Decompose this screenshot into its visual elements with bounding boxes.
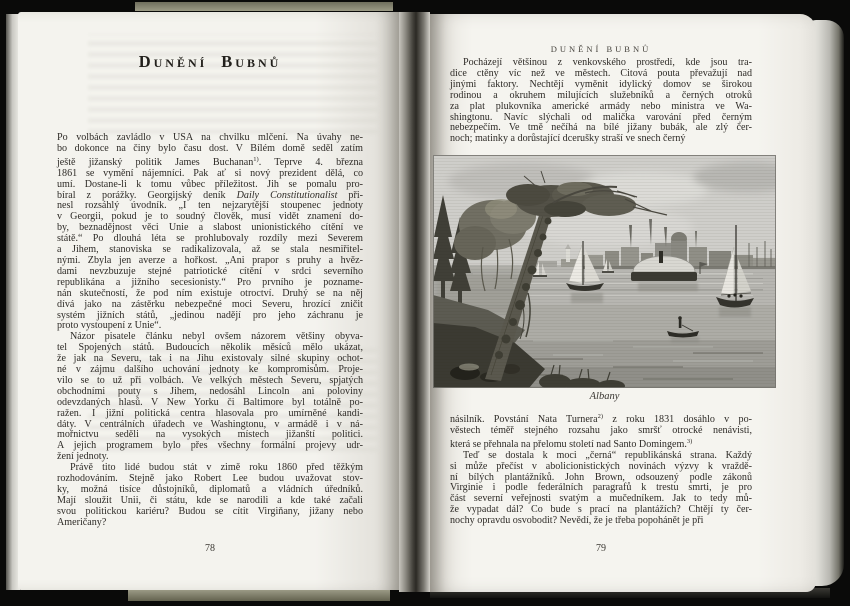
page-showthrough	[88, 34, 378, 134]
text-line: systém jižních států, „jedinou nadějí pro jeho záchranu je	[57, 309, 363, 321]
text-line: Teď se dostala k moci „černá“ republikánská strana. Každý	[463, 449, 752, 461]
text-line: že jak na Severu, tak i na Jihu existovaly silné skupiny ochot-	[57, 353, 363, 365]
text-line: jinými faktory. Nechtějí vyměnit idylický domov se širokou	[450, 78, 752, 90]
albany-engraving	[433, 155, 776, 388]
text-line: nán skutečností, že pod ním existuje otroctví. Druhý se na něj	[57, 287, 363, 299]
text-line: by, beznadějnost věci Unie a slabost unionistického cítění ve	[57, 222, 363, 234]
text-line: nesl rozsáhlý úvodník. „I ten nejzarytější stoupenec jednoty	[57, 200, 363, 212]
text-line: odevzdaných hlasů. V New Yorku či Baltimore byl totálně po-	[57, 396, 363, 408]
right-page-text-top	[450, 58, 752, 145]
text-line: Pocházejí většinou z venkovského prostředí, kde jsou tra-	[463, 57, 752, 68]
page-edges-bottom	[128, 590, 390, 601]
page-edges-top	[135, 2, 393, 11]
text-line: ky, možná tisíce důstojníků, diplomatů a vládních úředníků.	[57, 484, 363, 495]
text-line: bo dokonce na činy bylo času dost. V Bílém domě seděl zatím	[57, 142, 363, 154]
text-line: dami nevzbuzuje stejné patriotické cítění v srdci severního	[57, 265, 363, 277]
illustration-caption: Albany	[589, 391, 620, 402]
text-line: nebezpečím. Ve tmě nečíhá na bílé jižany bubák, ale zlý čer-	[450, 122, 752, 134]
text-line: 1861 se vymění nájemníci. Pak ať si nový prezident dělá, co	[57, 167, 363, 179]
text-line: dáty. V centrálních úřadech ve Washingtonu, v armádě i v ná-	[57, 418, 363, 430]
text-line: bíral z porážky. Georgijský deník Daily Constitutionalist při-	[57, 189, 363, 201]
text-line: věstech téměř stejného rozsahu jako smršť otrocké nenávisti,	[450, 424, 752, 436]
text-line: shingtonu. Navíc slýchali od malička varování před černým	[450, 111, 752, 123]
left-page-text	[57, 133, 363, 529]
text-line: Názor pisatele článku nebyl ovšem názorem většiny obyva-	[70, 331, 363, 343]
left-page	[18, 12, 399, 590]
text-line: vilo se to už při volbách. Ve velkých městech Severu, spjatých	[57, 374, 363, 386]
text-line: rodinou a okruhem milujících služebníků a černých otroků	[450, 89, 752, 101]
text-line: Po volbách zavládlo v USA na chvilku mlčení. Na úvahy ne-	[57, 132, 363, 143]
text-line: Mají sloužit Unii, či státu, kde se narodili a kde také začali	[57, 494, 363, 506]
text-line: dívá jako na zástěrku nebezpečné moci Severu, hrozící zničit	[57, 298, 363, 310]
text-line: Virginie i podle federálních paragrafů k trestu smrti, je pro	[450, 482, 752, 494]
text-line: ještě jižanský politik James Buchanan$^{1)}$. Teprve 4. března	[57, 155, 363, 168]
text-line: republikána a jižního secesionisty.“ Pro prvního je pozname-	[57, 276, 363, 288]
text-line: násilník. Povstání Nata Turnera$^{2)}$ z roku 1831 dosáhlo v po-	[450, 413, 752, 425]
text-line: A jejich programem bylo přes všechny formální projevy udr-	[57, 440, 363, 452]
text-line: rozhodováním. Stejně jako Robert Lee budou uvažovat stov-	[57, 473, 363, 485]
text-line: noch; matinky a dorůstající dcerušky straší ve snech černý	[450, 133, 686, 145]
book-spine-gutter	[399, 12, 430, 592]
text-line: a Jihem, stanoviska se radikalizovala, až se stala nesmiřitel-	[57, 244, 363, 256]
text-line: proto vystoupení z Unie“.	[57, 320, 162, 332]
text-line: za plat plukovníka americké armády nebo ministra ve Wa-	[450, 100, 752, 112]
text-line: ražen. I jižní politická centra hlasovala pro umírněné kandi-	[57, 407, 363, 419]
text-line: né v zájmu dalšího uchování jednoty ke kompromisům. Proje-	[57, 364, 363, 376]
text-line: státě.“ Po dlouhá léta se prohlubovaly rozdíly mezi Severem	[57, 233, 363, 245]
text-line: tel Spojených států. Budoucích několik měsíců mělo ukázat,	[57, 342, 363, 354]
text-line: ní bílých plantážníků. John Brown, odsouzený podle zákonů	[450, 471, 752, 483]
text-line: Právě tito lidé budou stát v zimě roku 1860 před těžkým	[70, 462, 363, 474]
text-line: žení jednoty.	[57, 451, 109, 463]
text-line: umí. Dostane-li k tomu vůbec příležitost. Jih se pomalu pro-	[57, 178, 363, 190]
text-line: že vypadat dál? Co bude s prací na plantážích? Chtějí ty čer-	[450, 504, 752, 516]
text-line: dice ctěny víc než ve městech. Citová pouta převažují nad	[450, 67, 752, 79]
text-line: Američany?	[57, 516, 107, 528]
page-number-left: 78	[205, 543, 215, 554]
text-line: která se přehnala na přelomu století nad Santo Domingem.$^{3)}$	[450, 437, 693, 450]
chapter-title: DUNĚNÍ BUBNŮ	[138, 52, 282, 71]
running-head: DUNĚNÍ BUBNŮ	[550, 44, 652, 54]
text-line: nými. Zbyla jen averze a hořkost. „Ani prapor s pruhy a hvěz-	[57, 254, 363, 266]
right-page	[430, 14, 816, 592]
text-line: nochy opravdu osvobodit? Nevědí, že je třeba popohánět je při	[450, 515, 704, 527]
text-line: obchodními pouty s Jihem, nedosáhl Lincoln ani poloviny	[57, 385, 363, 397]
illustration-albany	[433, 155, 776, 402]
text-line: si může přečíst v abolicionistických novinách výzvy k vraždě-	[450, 460, 752, 472]
text-line: svou politickou kariéru? Budou se cítit Virgiňany, jižany nebo	[57, 505, 363, 517]
text-line: v Georgii, pokud je to soudný člověk, musí vidět znamení do-	[57, 211, 363, 223]
text-line: mořnictvu seděli na vysokých místech jižanští politici.	[57, 429, 363, 441]
right-page-text-bottom	[450, 412, 752, 527]
text-line: část severní veřejnosti svatým a mučedníkem. Jak to tedy mů-	[450, 493, 752, 505]
page-number-right: 79	[596, 543, 606, 554]
